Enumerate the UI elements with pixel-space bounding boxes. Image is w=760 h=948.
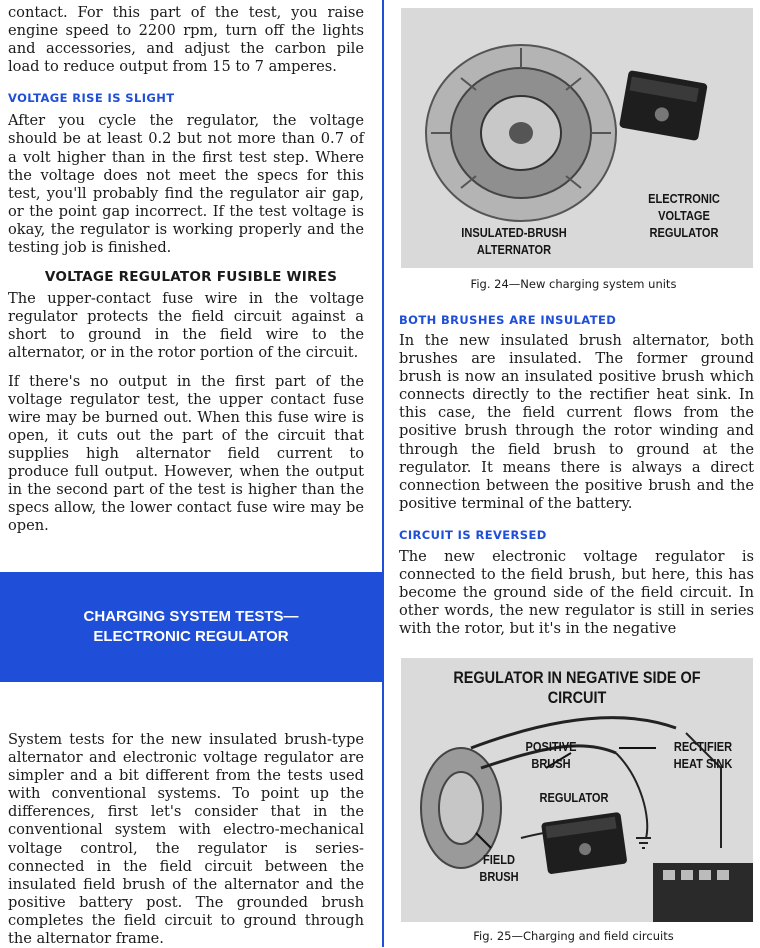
figure-24-caption: Fig. 24—New charging system units (470, 277, 677, 291)
column-divider (382, 0, 384, 947)
figure-25-label-positive-1: POSITIVE (525, 739, 577, 754)
figure-25-label-rectifier-1: RECTIFIER (673, 739, 733, 754)
figure-24-label-regulator-3: REGULATOR (649, 225, 719, 240)
paragraph-both-brushes: In the new insulated brush alternator, both brushes are insulated. The former ground brush is now an insulated positive brush which connects directly to the rectifier heat sink. In this case, the field current flows from the positive brush through the rotor winding and through the field brush to ground at the regulator. It means there is always a direct connection between the positive brush and the positive terminal of the battery. (399, 332, 754, 512)
heading-fusible-wires: VOLTAGE REGULATOR FUSIBLE WIRES (44, 269, 338, 286)
subhead-circuit-reversed: CIRCUIT IS REVERSED (399, 528, 547, 542)
figure-25-title: REGULATOR IN NEGATIVE SIDE OF CIRCUIT (453, 668, 701, 707)
subhead-both-brushes: BOTH BRUSHES ARE INSULATED (399, 313, 617, 327)
figure-25-label-field-2: BRUSH (479, 869, 519, 884)
figure-24-label-regulator-2: VOLTAGE (658, 208, 710, 223)
right-column (387, 0, 760, 947)
figure-25-caption: Fig. 25—Charging and field circuits (473, 929, 674, 943)
paragraph-system-tests: System tests for the new insulated brush-type alternator and electronic voltage regulator are simpler and a bit different from the tests used with conventional systems. To point up the differences, first let's consider that in the conventional system with electro-mechanical voltage control, the regulator is series-connected in the field circuit between the insulated field brush of the alternator and the positive battery post. The grounded brush completes the field circuit to ground through the alternator frame. (8, 731, 364, 948)
section-banner (0, 572, 382, 682)
banner-line-1: CHARGING SYSTEM TESTS— (83, 608, 299, 625)
paragraph-carbon-pile: contact. For this part of the test, you raise engine speed to 2200 rpm, turn off the lights and accessories, and adjust the carbon pile load to reduce output from 15 to 7 amperes. (8, 4, 364, 76)
figure-25-label-regulator: REGULATOR (539, 790, 609, 805)
figure-24-label-regulator-1: ELECTRONIC (648, 191, 720, 206)
paragraph-voltage-rise: After you cycle the regulator, the voltage should be at least 0.2 but not more than 0.7 of a volt higher than in the first test step. Where the voltage does not meet the specs for this test, you'll probably find the regulator air gap, or the point gap incorrect. If the test voltage is okay, the regulator is working properly and the testing job is finished. (8, 112, 364, 257)
figure-25-label-field-1: FIELD (483, 852, 515, 867)
figure-24-label-alternator: INSULATED-BRUSH ALTERNATOR (461, 225, 567, 257)
paragraph-circuit-reversed: The new electronic voltage regulator is connected to the field brush, but here, this has become the ground side of the field circuit. In other words, the new regulator is still in series with the rotor, but it's in the negative (399, 548, 754, 638)
paragraph-upper-contact-fuse: The upper-contact fuse wire in the voltage regulator protects the field circuit against a short to ground in the field wire to the alternator, or in the rotor portion of the circuit. (8, 290, 364, 362)
paragraph-no-output: If there's no output in the first part of the voltage regulator test, the upper contact fuse wire may be burned out. When this fuse wire is open, it cuts out the part of the circuit that supplies high alternator field current to produce full output. However, when the output in the second part of the test is higher than the specs allow, the lower contact fuse wire may be open. (8, 372, 364, 535)
figure-25-label-rectifier-2: HEAT SINK (673, 756, 733, 771)
subhead-voltage-rise: VOLTAGE RISE IS SLIGHT (8, 91, 175, 106)
figure-24-photo (401, 8, 753, 268)
figure-25-label-positive-2: BRUSH (531, 756, 571, 771)
figure-25-photo (401, 658, 753, 922)
banner-line-2: ELECTRONIC REGULATOR (93, 628, 289, 645)
